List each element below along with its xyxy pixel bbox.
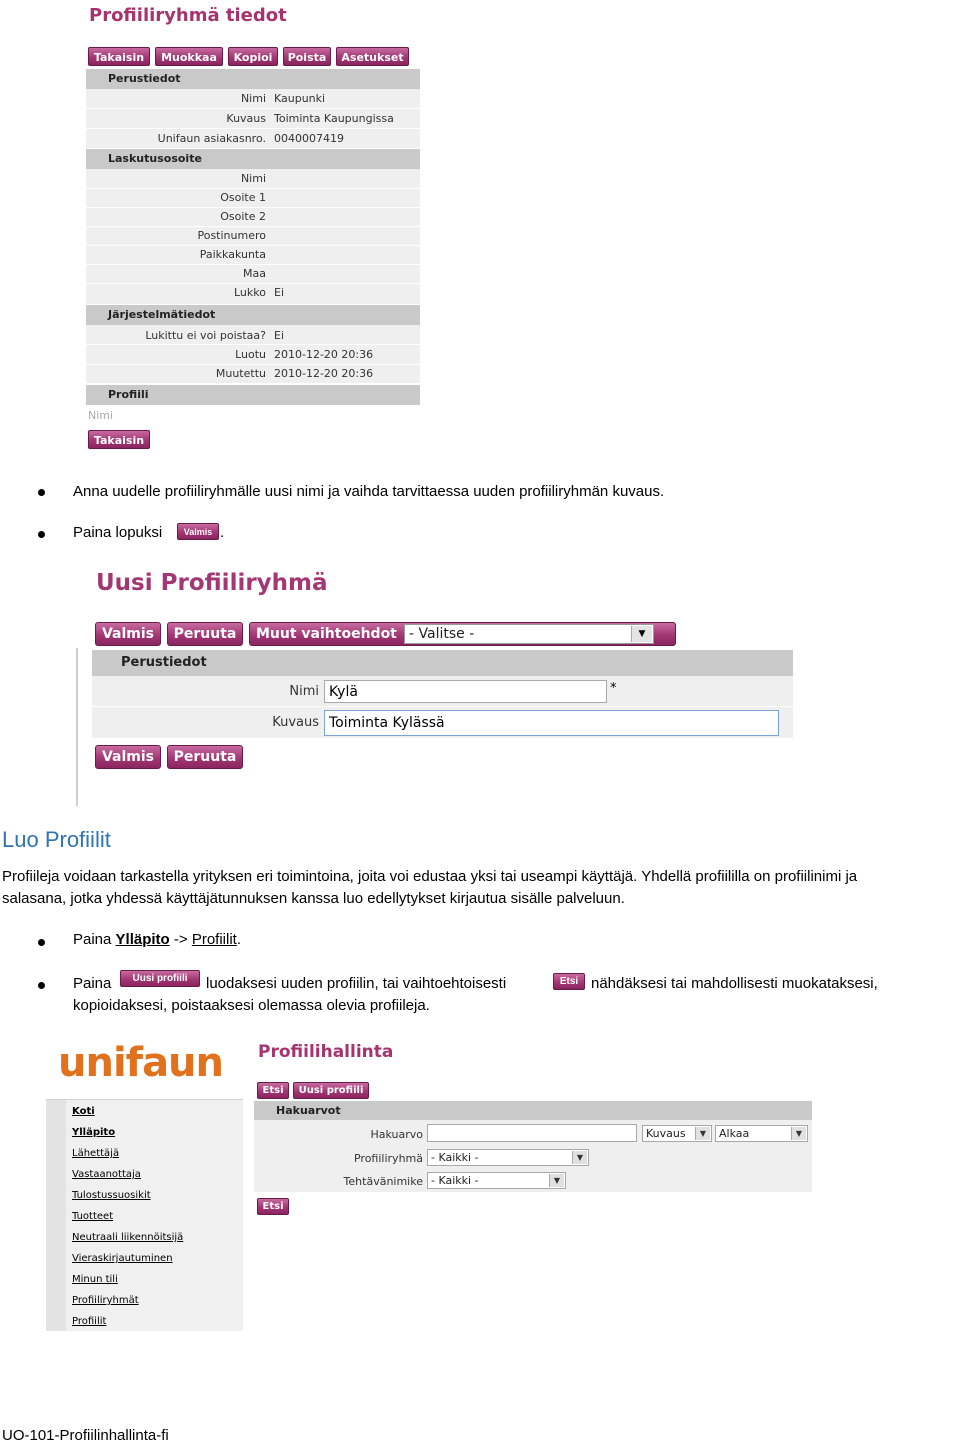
done-button-bottom[interactable]: Valmis <box>95 745 161 769</box>
field-select[interactable] <box>642 1125 712 1142</box>
basic-info-table <box>86 89 420 148</box>
search-button[interactable]: Etsi <box>257 1082 289 1099</box>
section-heading: Profiili <box>86 385 420 405</box>
section-heading: Perustiedot <box>86 69 420 89</box>
field-label: Unifaun asiakasnro. <box>157 132 266 145</box>
paragraph: Profiileja voidaan tarkastella yrityksen eri toimintoina, joita voi edustaa yksi tai useampi käyttäjä. Yhdellä profiililla on profiilinimi ja <box>2 868 858 885</box>
instruction-text: . <box>220 524 225 541</box>
field-label: Muutettu <box>215 367 266 380</box>
chevron-down-icon: ▼ <box>572 1151 587 1164</box>
sidebar-stripe <box>46 1100 66 1331</box>
field-value: Ei <box>274 329 285 342</box>
field-label: Paikkakunta <box>199 248 266 261</box>
table-row <box>86 129 420 148</box>
form-table <box>92 676 793 738</box>
delete-button[interactable]: Poista <box>283 47 331 66</box>
instruction-text: kopioidaksesi, poistaaksesi olemassa olevia profiileja. <box>73 997 430 1014</box>
more-options-label: Muut vaihtoehdot <box>256 626 397 642</box>
field-value: Ei <box>274 286 285 299</box>
description-field[interactable] <box>324 710 779 736</box>
sidebar-item-lahettaja[interactable]: Lähettäjä <box>72 1148 120 1159</box>
sidebar-item-vieraskirjautuminen[interactable]: Vieraskirjautuminen <box>72 1253 173 1264</box>
sidebar-item-yllapito[interactable]: Ylläpito <box>72 1127 116 1138</box>
arrow-text: -> <box>173 931 188 948</box>
table-row <box>86 283 420 302</box>
description-field-value: Toiminta Kylässä <box>329 715 445 731</box>
table-row <box>86 245 420 265</box>
bullet-icon <box>38 489 45 496</box>
back-button-bottom[interactable]: Takaisin <box>88 430 150 449</box>
profiles-link[interactable]: Profiilit <box>191 931 237 948</box>
search-form <box>254 1120 812 1192</box>
settings-button[interactable]: Asetukset <box>336 47 409 66</box>
paragraph: salasana, jotka yhdessä käyttäjätunnuksen kanssa luo edellytykset kirjautua sisälle palveluun. <box>2 890 625 907</box>
copy-button[interactable]: Kopioi <box>228 47 278 66</box>
sidebar-item-profiilit[interactable]: Profiilit <box>72 1316 107 1327</box>
chevron-down-icon: ▼ <box>791 1127 806 1140</box>
table-row <box>86 109 420 129</box>
job-title-label: Tehtävänimike <box>343 1175 423 1188</box>
table-row <box>86 364 420 383</box>
table-row <box>86 226 420 246</box>
name-field[interactable] <box>324 680 607 703</box>
table-row <box>86 188 420 208</box>
instruction-text: Paina <box>73 931 112 948</box>
instruction-text: Anna uudelle profiiliryhmälle uusi nimi ja vaihda tarvittaessa uuden profiiliryhmän kuvaus. <box>73 483 665 500</box>
bullet-icon <box>38 939 45 946</box>
required-mark: * <box>610 681 617 696</box>
chevron-down-icon[interactable]: ▼ <box>631 626 652 642</box>
divider <box>76 648 78 806</box>
profile-column-header: Nimi <box>88 409 114 422</box>
table-row <box>86 207 420 227</box>
field-label: Postinumero <box>197 229 266 242</box>
more-options-bar <box>249 622 676 646</box>
field-value: Toiminta Kaupungissa <box>274 112 394 125</box>
instruction-text: Paina lopuksi <box>73 524 163 541</box>
page-title: Uusi Profiiliryhmä <box>96 570 328 596</box>
bullet-icon <box>38 982 45 989</box>
table-row <box>86 325 420 345</box>
chevron-down-icon: ▼ <box>549 1174 564 1187</box>
instruction-text: nähdäksesi tai mahdollisesti muokataksesi, <box>591 975 878 992</box>
inline-search-button: Etsi <box>553 973 585 990</box>
sidebar-item-vastaanottaja[interactable]: Vastaanottaja <box>72 1169 141 1180</box>
search-value-input[interactable] <box>427 1124 637 1142</box>
options-select[interactable] <box>404 624 654 644</box>
sidebar-item-tulostussuosikit[interactable]: Tulostussuosikit <box>72 1190 151 1201</box>
field-label: Lukko <box>234 286 266 299</box>
field-select-value: Kuvaus <box>646 1127 686 1140</box>
instruction-text: luodaksesi uuden profiilin, tai vaihtoehtoisesti <box>206 975 507 992</box>
sidebar-nav <box>46 1099 243 1331</box>
field-label: Kuvaus <box>226 112 266 125</box>
section-heading: Järjestelmätiedot <box>86 305 420 325</box>
search-value-label: Hakuarvo <box>370 1128 423 1141</box>
table-row <box>86 169 420 189</box>
field-label: Osoite 1 <box>220 191 266 204</box>
table-row <box>86 89 420 109</box>
sidebar-item-profiiliryhmat[interactable]: Profiiliryhmät <box>72 1295 139 1306</box>
description-label: Kuvaus <box>272 715 319 730</box>
billing-address-table <box>86 169 420 304</box>
unifaun-logo: unifaun <box>58 1040 224 1086</box>
field-value: 2010-12-20 20:36 <box>274 367 374 380</box>
field-label: Nimi <box>240 92 266 105</box>
cancel-button-bottom[interactable]: Peruuta <box>167 745 243 769</box>
job-title-value: - Kaikki - <box>431 1174 479 1187</box>
match-select-value: Alkaa <box>719 1127 750 1140</box>
field-label: Luotu <box>235 348 266 361</box>
field-label: Maa <box>243 267 266 280</box>
back-button[interactable]: Takaisin <box>88 47 150 66</box>
chevron-down-icon: ▼ <box>695 1127 710 1140</box>
page-title: Profiilihallinta <box>258 1042 394 1062</box>
field-label: Lukittu ei voi poistaa? <box>145 329 266 342</box>
new-profile-button[interactable]: Uusi profiili <box>293 1082 369 1099</box>
edit-button[interactable]: Muokkaa <box>155 47 223 66</box>
table-row <box>86 345 420 365</box>
match-select[interactable] <box>715 1125 808 1142</box>
profile-group-label: Profiiliryhmä <box>353 1152 423 1165</box>
section-heading: Hakuarvot <box>254 1101 812 1120</box>
field-value: 0040007419 <box>274 132 344 145</box>
page-title: Profiiliryhmä tiedot <box>89 5 287 26</box>
instruction-text: Paina <box>73 975 112 992</box>
section-heading: Perustiedot <box>92 650 793 676</box>
sidebar-item-minun-tili[interactable]: Minun tili <box>72 1274 118 1285</box>
field-value: 2010-12-20 20:36 <box>274 348 374 361</box>
select-value: - Valitse - <box>409 626 475 642</box>
cancel-button[interactable]: Peruuta <box>167 622 243 646</box>
name-label: Nimi <box>289 684 319 699</box>
search-button-bottom[interactable]: Etsi <box>257 1198 289 1215</box>
table-row <box>86 264 420 284</box>
sidebar-item-neutraali[interactable]: Neutraali liikennöitsijä <box>72 1232 184 1243</box>
field-label: Osoite 2 <box>220 210 266 223</box>
job-title-select[interactable] <box>427 1172 566 1189</box>
sidebar-item-koti[interactable]: Koti <box>72 1106 95 1117</box>
system-info-table <box>86 325 420 383</box>
profile-group-value: - Kaikki - <box>431 1151 479 1164</box>
field-value: Kaupunki <box>274 92 326 105</box>
admin-link[interactable]: Ylläpito <box>115 931 170 948</box>
name-field-value: Kylä <box>329 684 358 700</box>
page-footer: UO-101-Profiilinhallinta-fi <box>2 1427 169 1444</box>
field-label: Nimi <box>240 172 266 185</box>
inline-new-profile-button: Uusi profiili <box>120 970 200 987</box>
instruction-line <box>73 931 241 948</box>
inline-done-button: Valmis <box>177 523 219 540</box>
instruction-text: . <box>236 931 242 948</box>
done-button[interactable]: Valmis <box>95 622 161 646</box>
bullet-icon <box>38 531 45 538</box>
profile-group-select[interactable] <box>427 1149 589 1166</box>
section-heading: Luo Profiilit <box>2 827 111 852</box>
sidebar-item-tuotteet[interactable]: Tuotteet <box>72 1211 114 1222</box>
section-heading: Laskutusosoite <box>86 149 420 169</box>
